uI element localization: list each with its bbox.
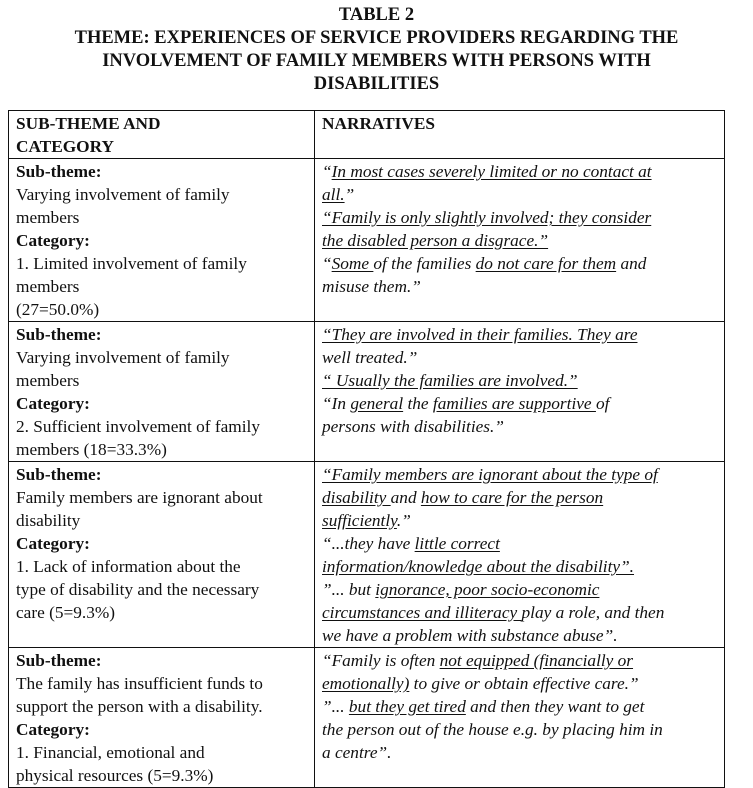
narrative-text: and then they want to get [465, 697, 645, 716]
theme-line: THEME: EXPERIENCES OF SERVICE PROVIDERS REGARDING THE [74, 28, 679, 48]
underlined-phrase: disability [322, 488, 391, 507]
cell-text: Varying involvement of family [16, 348, 230, 367]
narrative-line [322, 578, 718, 601]
narrative-line [322, 486, 718, 509]
narrative-text: the [403, 394, 433, 413]
header-text: NARRATIVES [322, 114, 435, 133]
narrative-line [322, 463, 718, 486]
cell-text: members (18=33.3%) [16, 440, 167, 459]
underlined-phrase: all. [322, 185, 345, 204]
cell-label: Sub-theme: [16, 162, 102, 181]
cell-text: members [16, 371, 80, 390]
narrative-line [322, 392, 718, 415]
cell-text: care (5=9.3%) [16, 603, 115, 622]
narrative-line [322, 555, 718, 578]
underlined-phrase: families are supportive [432, 394, 596, 413]
narrative-text: “ [322, 162, 332, 181]
narrative-text: of the families [373, 254, 476, 273]
narrative-line [322, 601, 718, 624]
underlined-phrase: general [350, 394, 404, 413]
table-row [9, 648, 725, 788]
narrative-text: to give or obtain effective care.” [409, 674, 639, 693]
theme-line: INVOLVEMENT OF FAMILY MEMBERS WITH PERSONS WITH [102, 51, 651, 71]
narrative-line [322, 183, 718, 206]
cell-label: Sub-theme: [16, 651, 102, 670]
table-number: TABLE 2 [338, 5, 415, 25]
narrative-text: ”... [322, 697, 349, 716]
narrative-line [322, 718, 718, 741]
underlined-phrase: “ Usually the families are involved.” [322, 371, 578, 390]
narrative-text: the person out of the house e.g. by placing him in [322, 720, 663, 739]
table-row [9, 462, 725, 648]
underlined-phrase: the disabled person a disgrace.” [322, 231, 549, 250]
table-row [9, 322, 725, 462]
narrative-text: “Family is often [322, 651, 440, 670]
header-subtheme [9, 111, 315, 159]
underlined-phrase: little correct [414, 534, 500, 553]
narrative-cell [315, 322, 725, 462]
narrative-line [322, 672, 718, 695]
narrative-text: and [616, 254, 647, 273]
narrative-line [322, 160, 718, 183]
underlined-phrase: ignorance, poor socio-economic [375, 580, 600, 599]
narrative-line [322, 509, 718, 532]
subtheme-cell [9, 462, 315, 648]
underlined-phrase: emotionally) [322, 674, 410, 693]
underlined-phrase: sufficiently [322, 511, 397, 530]
narrative-text: persons with disabilities.” [322, 417, 504, 436]
cell-text: (27=50.0%) [16, 300, 100, 319]
narrative-cell [315, 648, 725, 788]
underlined-phrase: not equipped (financially or [439, 651, 634, 670]
theme-line: DISABILITIES [313, 74, 440, 94]
narrative-line [322, 346, 718, 369]
subtheme-cell [9, 648, 315, 788]
subtheme-cell [9, 159, 315, 322]
narrative-text: of [595, 394, 610, 413]
underlined-phrase: “Family members are ignorant about the type of [322, 465, 658, 484]
narrative-line [322, 695, 718, 718]
narrative-line [322, 229, 718, 252]
header-narratives [315, 111, 725, 159]
underlined-phrase: “They are involved in their families. They are [322, 325, 638, 344]
cell-text: Varying involvement of family [16, 185, 230, 204]
underlined-phrase: do not care for them [475, 254, 617, 273]
header-text: SUB-THEME AND [16, 114, 161, 133]
cell-text: 1. Financial, emotional and [16, 743, 205, 762]
underlined-phrase: circumstances and illiteracy [322, 603, 522, 622]
cell-text: 2. Sufficient involvement of family [16, 417, 260, 436]
narrative-text: .” [396, 511, 411, 530]
cell-text: Family members are ignorant about [16, 488, 263, 507]
narrative-text: “...they have [322, 534, 415, 553]
narrative-text: ” [344, 185, 355, 204]
header-text: CATEGORY [16, 137, 114, 156]
narrative-text: well treated.” [322, 348, 418, 367]
cell-text: disability [16, 511, 81, 530]
narrative-text: a centre”. [322, 743, 392, 762]
cell-text: support the person with a disability. [16, 697, 263, 716]
underlined-phrase: but they get tired [348, 697, 466, 716]
underlined-phrase: how to care for the person [420, 488, 604, 507]
cell-text: members [16, 208, 80, 227]
cell-label: Category: [16, 394, 90, 413]
narrative-line [322, 275, 718, 298]
cell-label: Category: [16, 231, 90, 250]
cell-label: Category: [16, 720, 90, 739]
cell-label: Sub-theme: [16, 325, 102, 344]
underlined-phrase: Some [331, 254, 374, 273]
underlined-phrase: In most cases severely limited or no contact at [331, 162, 652, 181]
underlined-phrase: information/knowledge about the disability”. [322, 557, 635, 576]
narrative-line [322, 415, 718, 438]
header-row [9, 111, 725, 159]
narrative-text: and [390, 488, 421, 507]
subtheme-cell [9, 322, 315, 462]
themes-table [8, 110, 725, 788]
narrative-text: “In [322, 394, 351, 413]
cell-text: members [16, 277, 80, 296]
narrative-cell [315, 159, 725, 322]
narrative-line [322, 369, 718, 392]
narrative-line [322, 532, 718, 555]
cell-text: 1. Lack of information about the [16, 557, 241, 576]
narrative-text: we have a problem with substance abuse”. [322, 626, 618, 645]
narrative-line [322, 624, 718, 647]
underlined-phrase: “Family is only slightly involved; they consider [322, 208, 652, 227]
narrative-cell [315, 462, 725, 648]
cell-label: Sub-theme: [16, 465, 102, 484]
narrative-line [322, 649, 718, 672]
narrative-line [322, 252, 718, 275]
table-title [0, 4, 753, 96]
table-row [9, 159, 725, 322]
narrative-text: ”... but [322, 580, 376, 599]
narrative-line [322, 323, 718, 346]
cell-text: The family has insufficient funds to [16, 674, 263, 693]
cell-text: 1. Limited involvement of family [16, 254, 247, 273]
cell-label: Category: [16, 534, 90, 553]
narrative-line [322, 741, 718, 764]
narrative-text: play a role, and then [521, 603, 665, 622]
cell-text: type of disability and the necessary [16, 580, 260, 599]
cell-text: physical resources (5=9.3%) [16, 766, 214, 785]
narrative-line [322, 206, 718, 229]
narrative-text: misuse them.” [322, 277, 421, 296]
narrative-text: “ [322, 254, 332, 273]
